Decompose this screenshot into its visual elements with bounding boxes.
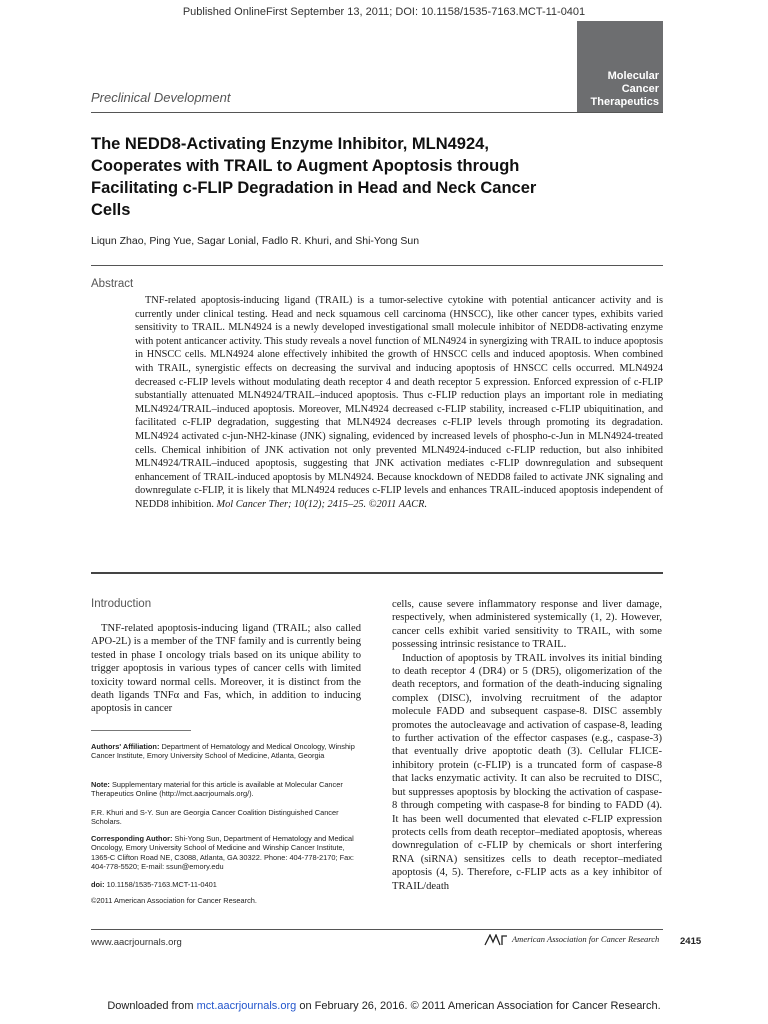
aacr-name: American Association for Cancer Research bbox=[511, 934, 660, 944]
abstract-bottom-divider bbox=[91, 572, 663, 574]
left-column-text bbox=[91, 622, 361, 716]
footnote-scholars: F.R. Khuri and S-Y. Sun are Georgia Cancer Coalition Distinguished Cancer Scholars. bbox=[91, 808, 339, 827]
intro-paragraph-2: Induction of apoptosis by TRAIL involves its initial binding to death receptor 4 (DR4) or 5 (DR5), oligomerization of the death receptors, and formation of the death-inducing signaling complex (DISC), involving recruitment of the adaptor molecule FADD and subsequent caspase-8. DISC assembly promotes the autocleavage and activation of caspase-8, leading to further activation of the effector caspases (e.g., caspase-3) that eventually drive apoptotic death (3). Cellular FLICE-inhibitory protein (c-FLIP) is a truncated form of caspase-8 that lacks enzymatic activity. It can also be recruited to DISC, but suppresses apoptosis by blocking the activation of caspase-8 through competing with caspase-8 for binding to FADD (4). It has been well documented that elevated c-FLIP expression protects cells from death receptor–mediated apoptosis, whereas downregulation of c-FLIP by chemicals or short interfering RNA (siRNA) sensitizes cells to death receptor–mediated apoptosis (4, 5). Therefore, c-FLIP acts as a key inhibitor of TRAIL/death bbox=[392, 652, 662, 892]
right-column-text bbox=[392, 598, 662, 893]
aacr-mark-icon bbox=[484, 934, 510, 946]
footnote-divider bbox=[91, 730, 191, 731]
article-title: The NEDD8-Activating Enzyme Inhibitor, MLN4924, Cooperates with TRAIL to Augment Apoptosis through Facilitating c-FLIP Degradation in Head and Neck Cancer Cells bbox=[91, 135, 537, 219]
footnote-corresponding-author: Corresponding Author: Shi-Yong Sun, Department of Hematology and Medical Oncology, Emory University School of Medicine and Winship Cancer Institute, 1365-C Clifton Road NE, C3088, Atlanta, GA 30322. Phone: 404-778-2170; Fax: 404-778-5520; E-mail: ssun@emory.edu bbox=[91, 834, 354, 871]
intro-paragraph-continued: cells, cause severe inflammatory response and liver damage, respectively, when administered systemically (1, 2). However, cancer cells exhibit varied sensitivity to TRAIL, with some possessing intrinsic resistance to TRAIL. bbox=[392, 599, 662, 651]
aacr-logo bbox=[484, 934, 659, 946]
footnote-doi: doi: 10.1158/1535-7163.MCT-11-0401 bbox=[91, 880, 217, 889]
journal-url[interactable]: www.aacrjournals.org bbox=[91, 937, 182, 948]
author-list: Liqun Zhao, Ping Yue, Sagar Lonial, Fadlo R. Khuri, and Shi-Yong Sun bbox=[91, 235, 420, 247]
published-online-line: Published OnlineFirst September 13, 2011; DOI: 10.1158/1535-7163.MCT-11-0401 bbox=[182, 6, 586, 18]
header-divider bbox=[91, 112, 663, 113]
download-link[interactable]: mct.aacrjournals.org bbox=[196, 1000, 297, 1012]
journal-name-line-3: Therapeutics bbox=[590, 96, 659, 108]
abstract-text: TNF-related apoptosis-inducing ligand (TRAIL) is a tumor-selective cytokine with potential anticancer activity and is currently under clinical testing. Head and neck squamous cell carcinoma (HNSCC), like other cancer types, exhibits varied sensitivity to TRAIL. MLN4924 is a newly developed investigational small molecule inhibitor of NEDD8-activating enzyme with potent anticancer activity. This study reveals a novel function of MLN4924 in synergizing with TRAIL to induce apoptosis in HNSCC cells. MLN4924 alone effectively inhibited the growth of HNSCC cells and induced apoptosis. When combined with TRAIL, synergistic effects on decreasing the survival and inducing apoptosis of HNSCC cells occurred. MLN4924 decreased c-FLIP levels without modulating death receptor 4 and death receptor 5 expression. Enforced expression of c-FLIP substantially attenuated MLN4924/TRAIL–induced apoptosis. Thus c-FLIP reduction plays an important role in mediating MLN4924/TRAIL–induced apoptosis. Moreover, MLN4924 decreased c-FLIP stability, increased c-FLIP ubiquitination, and facilitated c-FLIP degradation, suggesting that MLN4924 decreases c-FLIP levels through promoting its degradation. MLN4924 activated c-jun-NH2-kinase (JNK) signaling, evidenced by increased levels of phospho-c-Jun in MLN4924-treated cells. Chemical inhibition of JNK activation not only prevented MLN4924-induced c-FLIP reduction, but also inhibited MLN4924/TRAIL–induced apoptosis, suggesting that JNK activation mediates c-FLIP downregulation and subsequent enhancement of TRAIL-induced apoptosis by MLN4924. Because knockdown of NEDD8 failed to activate JNK signaling and downregulate c-FLIP, it is likely that MLN4924 reduces c-FLIP levels and enhances TRAIL-induced apoptosis independent of NEDD8 inhibition. bbox=[135, 295, 663, 510]
journal-name bbox=[577, 70, 663, 109]
footnote-copyright: ©2011 American Association for Cancer Research. bbox=[91, 896, 257, 905]
footer-divider bbox=[91, 929, 663, 930]
abstract-top-divider bbox=[91, 265, 663, 266]
section-label: Preclinical Development bbox=[91, 90, 231, 105]
abstract-citation: Mol Cancer Ther; 10(12); 2415–25. ©2011 AACR. bbox=[216, 498, 428, 510]
footnote-note: Note: Supplementary material for this article is available at Molecular Cancer Therapeutics Online (http://mct.aacrjournals.org/). bbox=[91, 780, 343, 799]
abstract-body bbox=[135, 294, 663, 512]
download-line: Downloaded from mct.aacrjournals.org on February 26, 2016. © 2011 American Association for Cancer Research. bbox=[107, 1000, 661, 1012]
intro-paragraph-1: TNF-related apoptosis-inducing ligand (TRAIL; also called APO-2L) is a member of the TNF family and is currently being tested in phase I oncology trials based on its unique ability to trigger apoptosis in various types of cancer cells with limited toxicity toward normal cells. Moreover, it is distinct from the death ligands TNFα and Fas, which, in addition to inducing apoptosis in cancer bbox=[91, 623, 361, 715]
introduction-heading: Introduction bbox=[91, 598, 152, 610]
journal-name-line-2: Cancer bbox=[621, 83, 659, 95]
footnote-affiliation: Authors' Affiliation: Department of Hematology and Medical Oncology, Winship Cancer Institute, Emory University School of Medicine, Atlanta, Georgia bbox=[91, 742, 355, 761]
abstract-heading: Abstract bbox=[91, 278, 134, 290]
journal-name-line-1: Molecular bbox=[607, 70, 659, 82]
page-number: 2415 bbox=[680, 936, 702, 947]
